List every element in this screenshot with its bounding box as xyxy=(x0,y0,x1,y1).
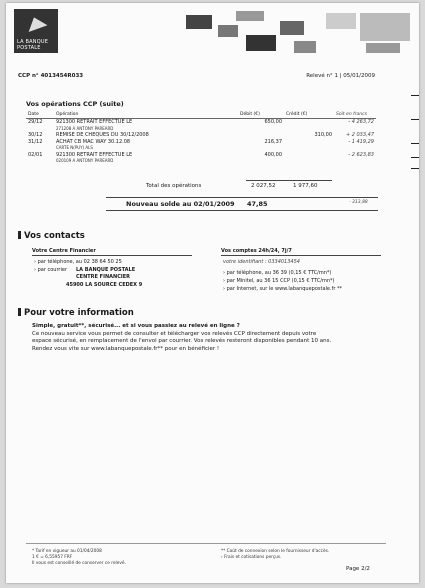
total-credit: 1 977,60 xyxy=(293,183,318,189)
row-francs: - 1 419,29 xyxy=(348,138,374,145)
row-debit: 400,00 xyxy=(264,151,282,158)
row-date: 02/01 xyxy=(28,151,43,158)
identifiant: votre identifiant : 0334013454 xyxy=(223,259,300,265)
row-francs: - 4 263,72 xyxy=(348,119,374,125)
la-banque-postale-logo xyxy=(14,9,58,53)
col-debit: Débit (€) xyxy=(238,111,284,119)
row-operation: 921300 RETRAIT EFFECTUE LE 271208 A ANTONY PAREARD xyxy=(56,119,133,131)
row-date: 31/12 xyxy=(28,138,43,145)
address-line-3: 45900 LA SOURCE CEDEX 9 xyxy=(66,282,143,288)
col-francs: Soit en francs xyxy=(334,111,376,119)
header-photo-mosaic xyxy=(176,11,416,59)
row-operation: ACHAT CB MAC WAY 30.12.08 CARTE N(PUY) ALS xyxy=(56,138,131,150)
operations-table xyxy=(26,111,376,165)
releve-number: Relevé n° 1 | 05/01/2009 xyxy=(306,73,375,79)
col-credit: Crédit (€) xyxy=(284,111,334,119)
row-debit: 650,00 xyxy=(264,119,282,125)
operations-title: Vos opérations CCP (suite) xyxy=(26,100,124,108)
row-credit xyxy=(284,119,334,133)
bird-icon xyxy=(25,14,48,32)
row-credit xyxy=(284,139,334,152)
info-heading: Pour votre information xyxy=(18,308,134,318)
logo-line-2: POSTALE xyxy=(17,45,41,51)
row-francs: + 2 033,47 xyxy=(345,132,374,138)
nouveau-solde-value: 47,85 xyxy=(247,200,268,208)
page-number: Page 2/2 xyxy=(346,566,370,572)
total-debit: 2 027,52 xyxy=(251,183,276,189)
nouveau-solde-label: Nouveau solde au 02/01/2009 xyxy=(126,200,235,208)
row-credit xyxy=(284,152,334,165)
row-operation: REMISE DE CHEQUES DU 30/12/2008 xyxy=(56,132,149,138)
total-label: Total des opérations xyxy=(146,183,202,189)
col-date: Date xyxy=(26,111,54,119)
row-debit: 216,37 xyxy=(264,138,282,145)
ccp-number: CCP n° 4013454R033 xyxy=(18,73,84,79)
table-row xyxy=(26,139,376,152)
table-row xyxy=(26,119,376,133)
row-credit: 310,00 xyxy=(314,132,332,138)
address-line-2: CENTRE FINANCIER xyxy=(76,274,130,280)
footer-right: ** Coût de connexion selon le fournisseur d'accès. › Frais et cotisations perçus. xyxy=(221,549,330,560)
table-row xyxy=(26,152,376,165)
info-line: Simple, gratuit**, sécurisé... et si vous passiez au relevé en ligne ? xyxy=(32,323,240,329)
comptes-title: Vos comptes 24h/24, 7j/7 xyxy=(221,248,292,254)
service-internet: › par Internet, sur le www.labanquepostale.fr ** xyxy=(223,286,342,292)
service-minitel: › par Minitel, au 36 15 CCP (0,15 € TTC/mn*) xyxy=(223,278,335,284)
service-telephone: › par téléphone, au 36 39 (0,15 € TTC/mn*) xyxy=(223,270,332,276)
info-line: espace sécurisé, en remplacement de l'envoi par courrier. Vos relevés resteront disponibles pendant 10 ans. xyxy=(32,338,332,344)
statement-header xyxy=(18,73,375,79)
courrier-label: › par courrier xyxy=(34,267,67,273)
info-text xyxy=(32,323,392,353)
footer-left: * Tarif en vigueur au 01/04/2008 1 € = 6,55957 FRF Il vous est conseillé de conserver ce relevé. xyxy=(32,549,126,566)
operations-header-row xyxy=(26,111,376,119)
logo-line-1: LA BANQUE xyxy=(17,39,49,45)
row-date: 29/12 xyxy=(28,119,43,125)
statement-page xyxy=(6,3,419,583)
row-francs: - 2 623,83 xyxy=(348,151,374,158)
nouveau-solde-francs: - 313,88 xyxy=(349,200,368,205)
phone-contact: › par téléphone, au 02 38 64 50 25 xyxy=(34,259,122,265)
row-operation: 921300 RETRAIT EFFECTUE LE 020109 A ANTONY PAREARD xyxy=(56,151,133,163)
info-line: Rendez vous vite sur www.labanquepostale.fr** pour en bénéficier ! xyxy=(32,345,220,352)
centre-financier-title: Votre Centre Financier xyxy=(32,248,96,254)
row-date: 30/12 xyxy=(28,132,43,138)
info-line: Ce nouveau service vous permet de consulter et télécharger vos relevés CCP directement depuis votre xyxy=(32,330,317,337)
contacts-heading: Vos contacts xyxy=(18,231,85,241)
address-line-1: LA BANQUE POSTALE xyxy=(76,267,136,273)
col-operation: Opération xyxy=(54,111,238,119)
